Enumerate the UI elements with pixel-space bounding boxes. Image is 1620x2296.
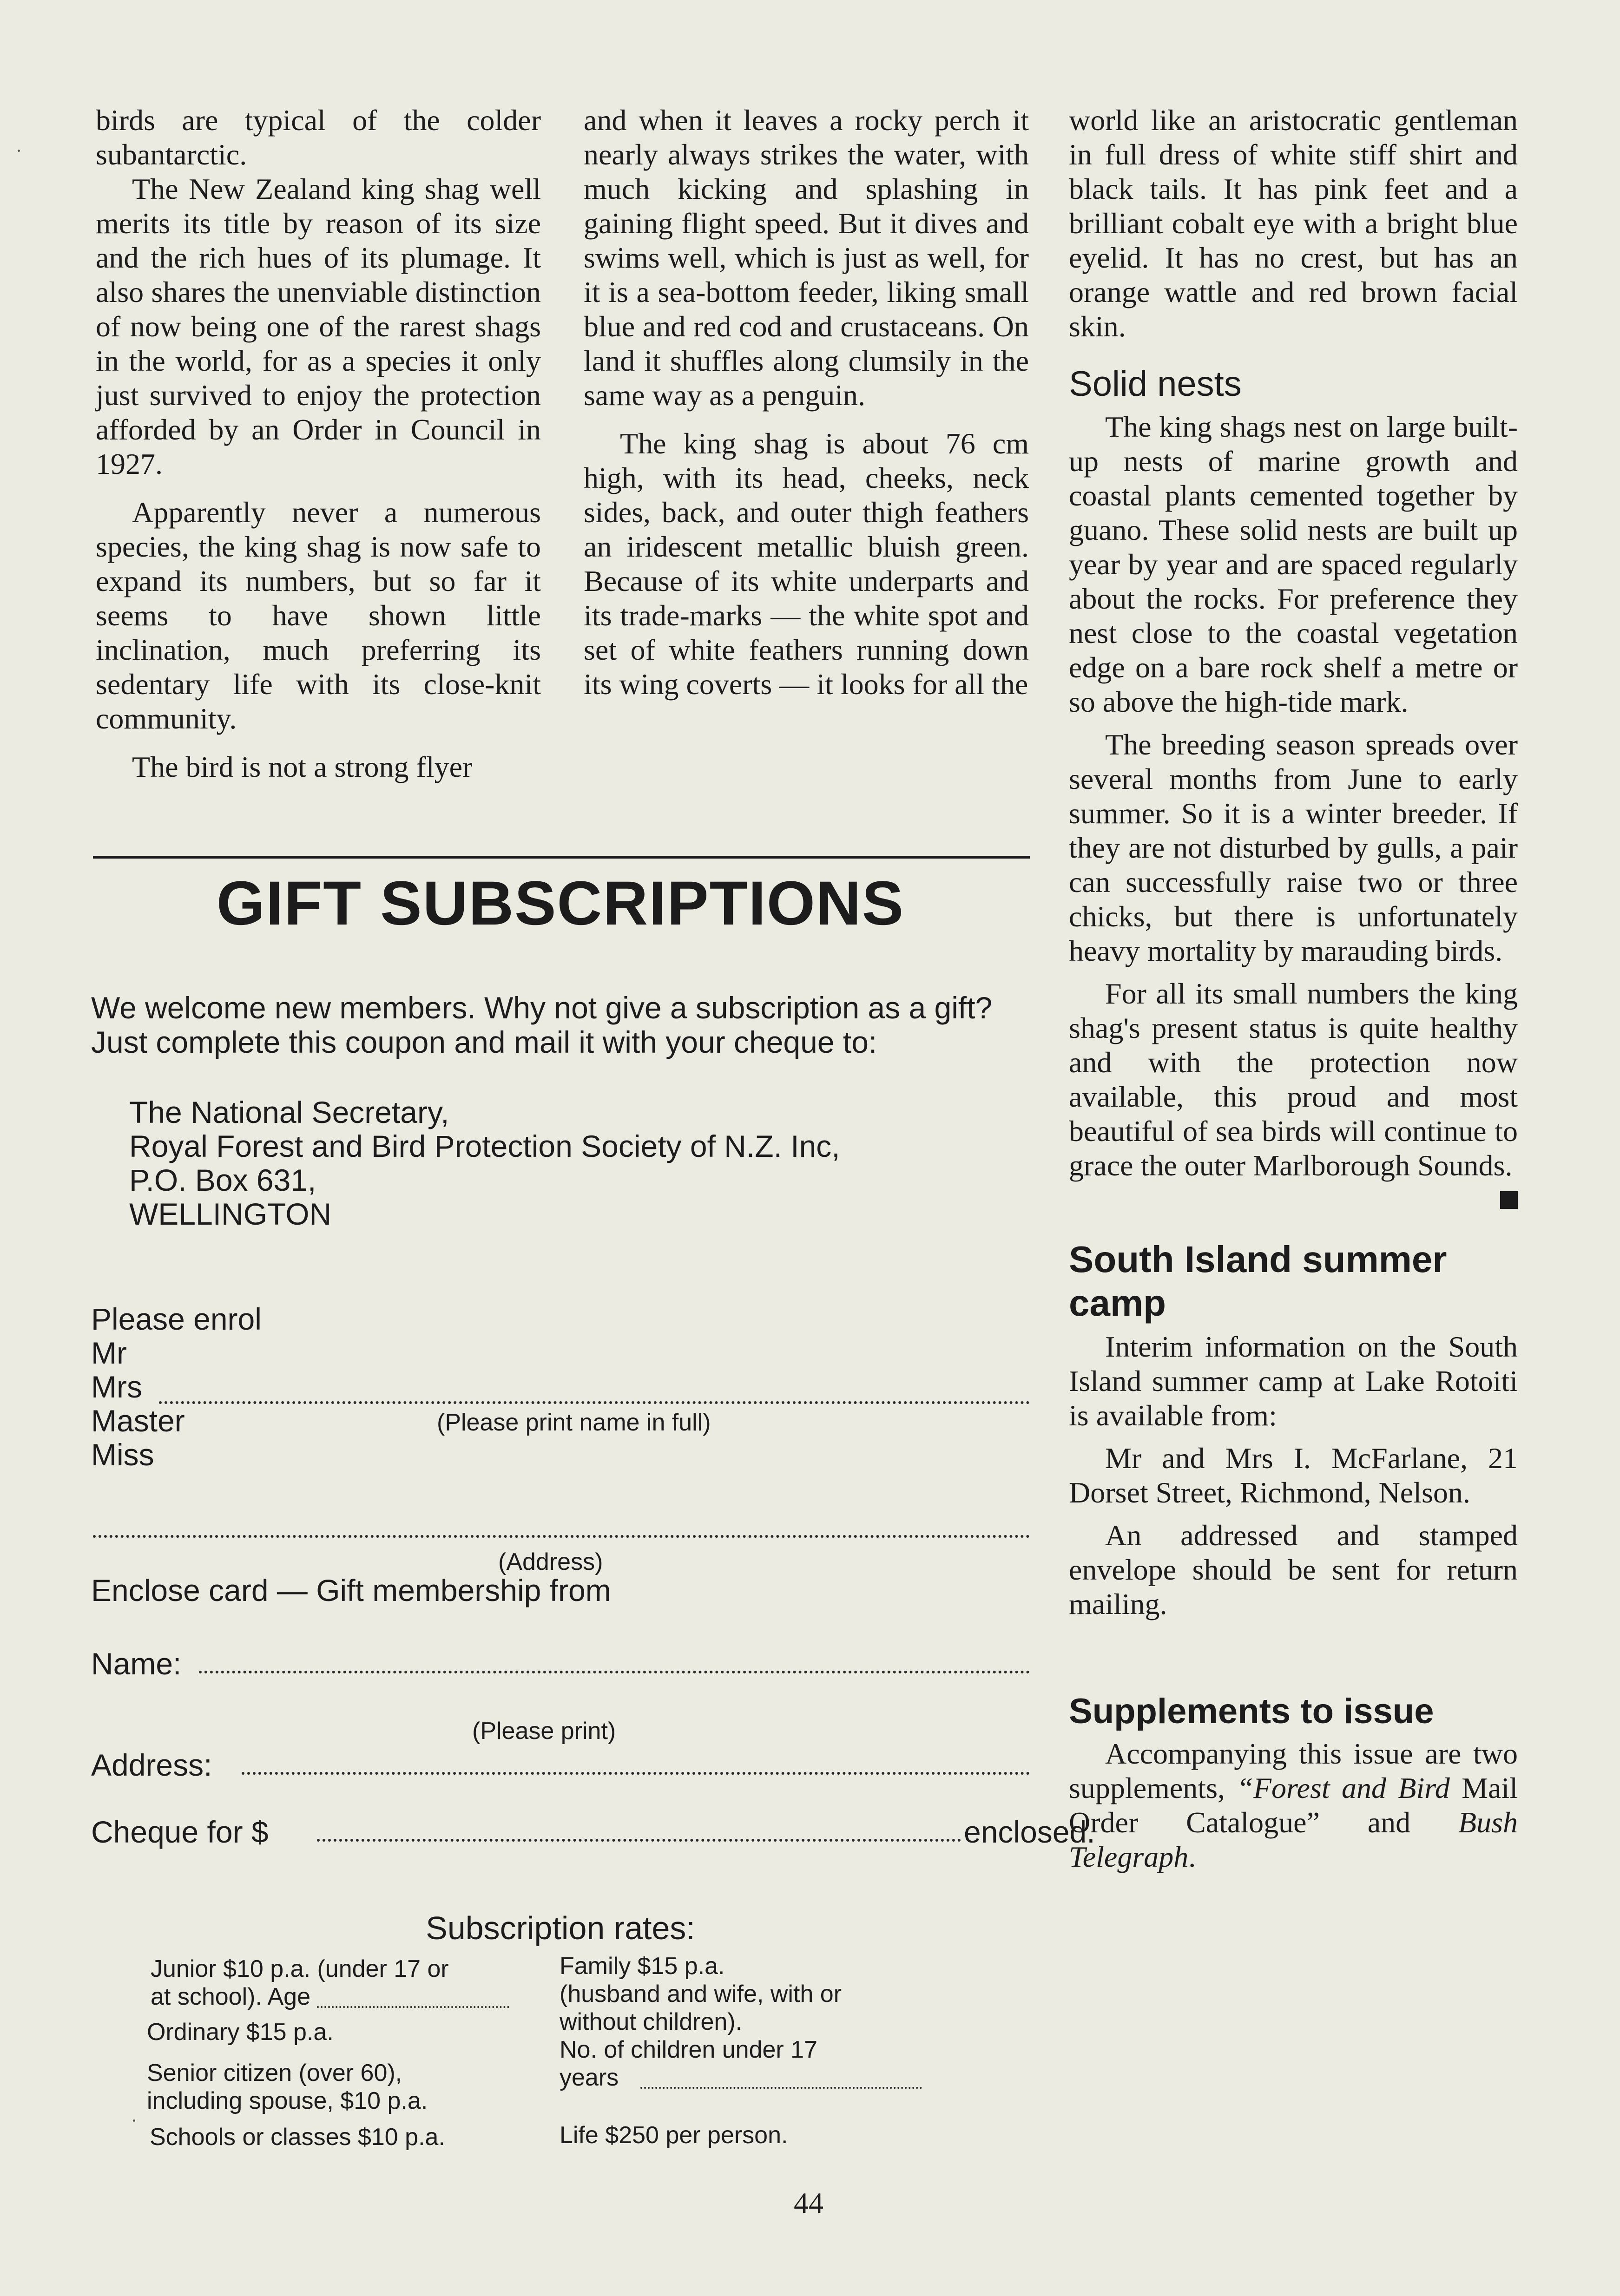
- article-paragraph: Apparently never a numerous species, the king shag is now safe to expand its numbers, but so far it seems to have shown little inclination, much preferring its sedentary life with its close-knit community.: [96, 496, 541, 735]
- article-column-1: [96, 103, 541, 784]
- rate-senior-spouse: including spouse, $10 p.a.: [147, 2087, 428, 2114]
- article-column-2: [584, 103, 1029, 702]
- rate-life: Life $250 per person.: [560, 2122, 788, 2149]
- article-paragraph: world like an aristocratic gentleman in full dress of white stiff shirt and black tails. It has pink feet and a brilliant cobalt eye with a bright blue eyelid. It has no crest, but has an orange wattle and red brown facial skin.: [1069, 104, 1518, 343]
- title-option-mrs: Mrs: [91, 1370, 142, 1404]
- gift-name-entry-line[interactable]: [199, 1671, 1030, 1673]
- article-paragraph: Mr and Mrs I. McFarlane, 21 Dorset Street, Richmond, Nelson.: [1069, 1442, 1518, 1509]
- title-option-miss: Miss: [91, 1437, 154, 1472]
- address-line: P.O. Box 631,: [129, 1163, 316, 1197]
- rate-junior-age: at school). Age: [151, 1983, 310, 2010]
- rate-family-detail: (husband and wife, with or: [560, 1981, 842, 2007]
- article-paragraph: and when it leaves a rocky perch it nearly always strikes the water, with much kicking and splashing in gaining flight speed. But it dives and swims well, which is just as well, for it is a sea-bottom feeder, liking small blue and red cod and crustaceans. On land it shuffles along clumsily in the same way as a penguin.: [584, 104, 1029, 412]
- cheque-label: Cheque for $: [91, 1815, 269, 1849]
- rate-family-detail: without children).: [560, 2008, 743, 2035]
- title-option-mr: Mr: [91, 1336, 127, 1370]
- supplements-text: Mail Order Catalogue” and: [1069, 1771, 1518, 1839]
- name-entry-line[interactable]: [159, 1401, 1030, 1404]
- article-paragraph-text: For all its small numbers the king shag's present status is quite healthy and with the protection now available, this proud and most beautiful of sea birds will continue to grace the outer Marlborough Sounds.: [1069, 977, 1518, 1182]
- title-option-master: Master: [91, 1404, 185, 1438]
- please-print-note: (Please print): [472, 1718, 616, 1745]
- print-name-note: (Please print name in full): [437, 1409, 711, 1436]
- address-entry-line[interactable]: [93, 1535, 1030, 1538]
- section-heading-summer-camp: South Island summer camp: [1069, 1239, 1447, 1324]
- address-note: (Address): [498, 1548, 603, 1575]
- rate-children-years: years: [560, 2064, 619, 2091]
- coupon-intro: We welcome new members. Why not give a subscription as a gift? Just complete this coupon and mail it with your cheque to:: [91, 991, 993, 1059]
- section-divider: [93, 856, 1030, 859]
- section-heading-solid-nests: Solid nests: [1069, 364, 1242, 404]
- address-label: Address:: [91, 1748, 212, 1782]
- rate-children-count: No. of children under 17: [560, 2036, 818, 2063]
- article-paragraph: Interim information on the South Island summer camp at Lake Rotoiti is available from:: [1069, 1330, 1518, 1432]
- children-entry-line[interactable]: [640, 2087, 922, 2089]
- mailing-address: [129, 1096, 840, 1231]
- subscription-rates-title: Subscription rates:: [426, 1910, 695, 1946]
- supplement-title: Bush Telegraph: [1069, 1806, 1518, 1873]
- gift-address-entry-line[interactable]: [242, 1772, 1030, 1775]
- article-paragraph: [1069, 1737, 1518, 1874]
- section-heading-supplements: Supplements to issue: [1069, 1692, 1434, 1731]
- address-line: WELLINGTON: [129, 1197, 332, 1231]
- article-paragraph: birds are typical of the colder subantarctic.: [96, 104, 541, 171]
- end-of-article-icon: [1500, 1191, 1518, 1209]
- article-paragraph: The New Zealand king shag well merits its title by reason of its size and the rich hues of its plumage. It also shares the unenviable distinction of now being one of the rarest shags in the world, for as a species it only just survived to enjoy the protection afforded by an Order in Council in 1927.: [96, 172, 541, 480]
- article-paragraph: [1069, 977, 1518, 1183]
- supplements-text: Accompanying this issue are two supplements,: [1069, 1737, 1518, 1804]
- article-paragraph: The king shags nest on large built-up nests of marine growth and coastal plants cemented together by guano. These solid nests are built up year by year and are spaced regularly about the rocks. For preference they nest close to the coastal vegetation edge on a bare rock shelf a metre or so above the high-tide mark.: [1069, 410, 1518, 718]
- page-number: 44: [794, 2186, 823, 2219]
- rate-ordinary: Ordinary $15 p.a.: [147, 2019, 334, 2046]
- article-paragraph: The bird is not a strong flyer: [132, 750, 473, 783]
- cheque-amount-entry-line[interactable]: [317, 1839, 961, 1842]
- supplements-text: .: [1188, 1840, 1196, 1873]
- rate-senior: Senior citizen (over 60),: [147, 2060, 402, 2086]
- article-paragraph: The king shag is about 76 cm high, with its head, cheeks, neck sides, back, and outer thigh feathers an iridescent metallic bluish green. Because of its white underparts and its trade-marks — the white spot and set of white feathers running down its wing coverts — it looks for all the: [584, 427, 1029, 701]
- article-paragraph: The breeding season spreads over several months from June to early summer. So it is a winter breeder. If they are not disturbed by gulls, a pair can successfully raise two or three chicks, but there is unfortunately heavy mortality by marauding birds.: [1069, 728, 1518, 967]
- paper-speck: [18, 150, 20, 152]
- enclose-card-label: Enclose card — Gift membership from: [91, 1573, 611, 1607]
- coupon-title: GIFT SUBSCRIPTIONS: [216, 869, 905, 938]
- please-enrol-label: Please enrol: [91, 1302, 262, 1336]
- rate-junior: Junior $10 p.a. (under 17 or: [151, 1955, 449, 1982]
- supplement-title: “Forest and Bird: [1237, 1771, 1450, 1804]
- age-entry-line[interactable]: [317, 2006, 509, 2008]
- article-column-3: [1069, 103, 1518, 1874]
- address-line: Royal Forest and Bird Protection Society of N.Z. Inc,: [129, 1129, 840, 1163]
- paper-speck: [133, 2119, 135, 2122]
- name-label: Name:: [91, 1647, 182, 1681]
- enclosed-label: enclosed.: [964, 1815, 1095, 1849]
- rate-family: Family $15 p.a.: [560, 1953, 725, 1980]
- rate-schools: Schools or classes $10 p.a.: [150, 2124, 445, 2151]
- article-paragraph: An addressed and stamped envelope should be sent for return mailing.: [1069, 1519, 1518, 1620]
- address-line: The National Secretary,: [129, 1095, 449, 1129]
